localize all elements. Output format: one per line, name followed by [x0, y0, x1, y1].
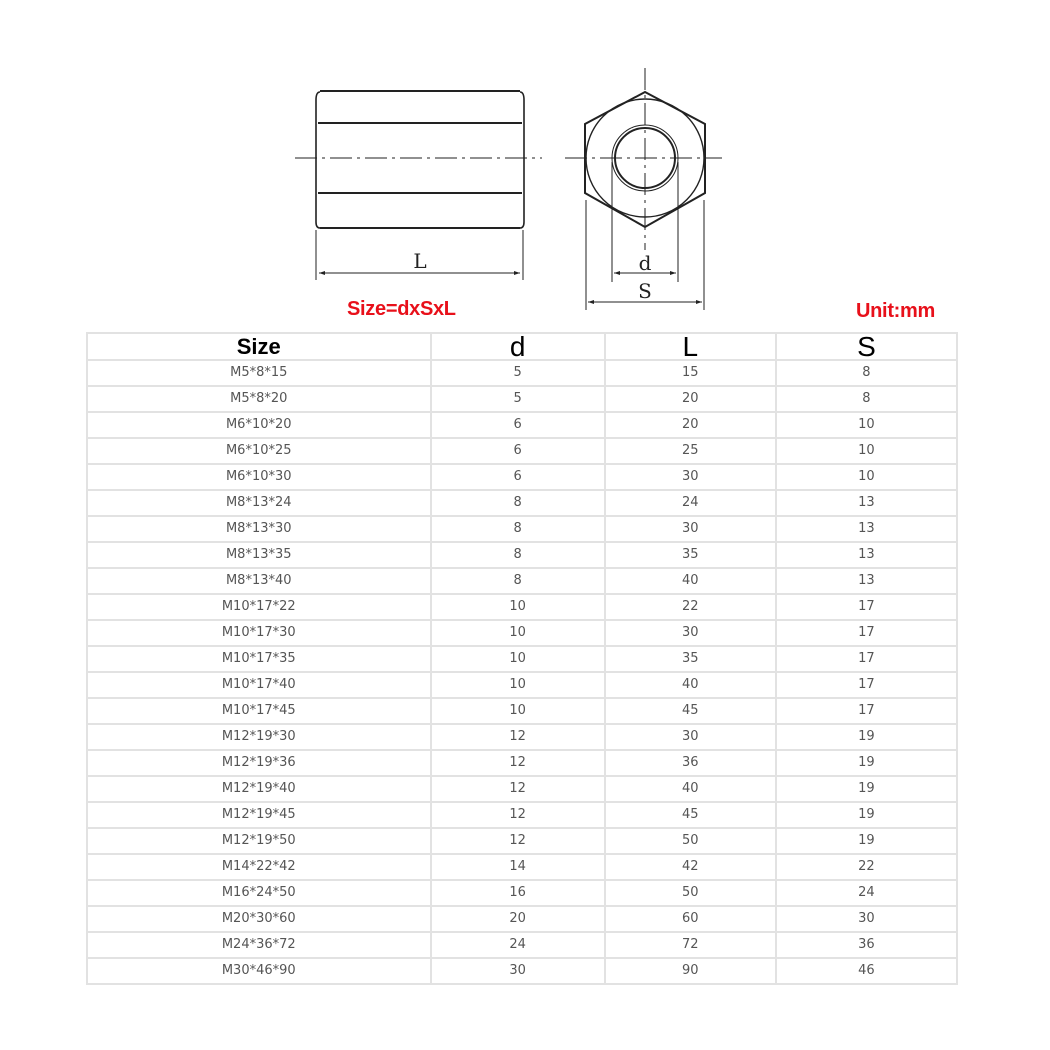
- cell-S: 10: [777, 439, 956, 465]
- header-d: d: [432, 334, 606, 361]
- cell-L: 30: [606, 517, 777, 543]
- table-row: [88, 465, 956, 491]
- cell-d: 10: [432, 621, 606, 647]
- cell-size: M6*10*20: [88, 413, 432, 439]
- table-row: [88, 491, 956, 517]
- table-row: [88, 647, 956, 673]
- cell-S: 19: [777, 803, 956, 829]
- cell-S: 10: [777, 413, 956, 439]
- cell-L: 40: [606, 777, 777, 803]
- cell-L: 24: [606, 491, 777, 517]
- cell-size: M20*30*60: [88, 907, 432, 933]
- cell-d: 12: [432, 751, 606, 777]
- size-spec-table: [86, 332, 958, 985]
- cell-size: M10*17*40: [88, 673, 432, 699]
- cell-d: 14: [432, 855, 606, 881]
- table-row: [88, 439, 956, 465]
- cell-S: 17: [777, 621, 956, 647]
- cell-d: 16: [432, 881, 606, 907]
- cell-L: 35: [606, 543, 777, 569]
- table-row: [88, 387, 956, 413]
- cell-size: M6*10*30: [88, 465, 432, 491]
- cell-d: 24: [432, 933, 606, 959]
- table-row: [88, 907, 956, 933]
- cell-S: 10: [777, 465, 956, 491]
- cell-S: 30: [777, 907, 956, 933]
- cell-d: 10: [432, 647, 606, 673]
- cell-S: 19: [777, 751, 956, 777]
- cell-size: M10*17*35: [88, 647, 432, 673]
- cell-L: 45: [606, 699, 777, 725]
- table-row: [88, 777, 956, 803]
- cell-d: 5: [432, 387, 606, 413]
- cell-S: 17: [777, 673, 956, 699]
- cell-d: 5: [432, 361, 606, 387]
- cell-size: M12*19*30: [88, 725, 432, 751]
- cell-d: 12: [432, 725, 606, 751]
- cell-L: 50: [606, 829, 777, 855]
- header-S: S: [777, 334, 956, 361]
- cell-d: 6: [432, 439, 606, 465]
- cell-d: 30: [432, 959, 606, 983]
- cell-L: 60: [606, 907, 777, 933]
- table-row: [88, 361, 956, 387]
- cell-L: 40: [606, 569, 777, 595]
- size-formula-label: Size=dxSxL: [347, 298, 456, 320]
- cell-size: M6*10*25: [88, 439, 432, 465]
- cell-S: 17: [777, 699, 956, 725]
- cell-L: 35: [606, 647, 777, 673]
- table-row: [88, 595, 956, 621]
- cell-size: M12*19*36: [88, 751, 432, 777]
- cell-L: 20: [606, 387, 777, 413]
- cell-size: M12*19*40: [88, 777, 432, 803]
- table-row: [88, 621, 956, 647]
- table-row: [88, 803, 956, 829]
- cell-L: 15: [606, 361, 777, 387]
- cell-L: 45: [606, 803, 777, 829]
- cell-d: 8: [432, 569, 606, 595]
- cell-L: 90: [606, 959, 777, 983]
- cell-L: 20: [606, 413, 777, 439]
- cell-size: M8*13*30: [88, 517, 432, 543]
- cell-size: M16*24*50: [88, 881, 432, 907]
- cell-L: 25: [606, 439, 777, 465]
- cell-S: 19: [777, 777, 956, 803]
- cell-S: 17: [777, 595, 956, 621]
- cell-d: 10: [432, 595, 606, 621]
- table-row: [88, 569, 956, 595]
- cell-size: M10*17*22: [88, 595, 432, 621]
- cell-S: 17: [777, 647, 956, 673]
- cell-d: 10: [432, 673, 606, 699]
- cell-S: 36: [777, 933, 956, 959]
- cell-size: M10*17*45: [88, 699, 432, 725]
- cell-size: M14*22*42: [88, 855, 432, 881]
- cell-S: 8: [777, 387, 956, 413]
- dimension-label-d: d: [638, 251, 652, 275]
- table-row: [88, 543, 956, 569]
- cell-d: 8: [432, 543, 606, 569]
- cell-S: 24: [777, 881, 956, 907]
- cell-L: 40: [606, 673, 777, 699]
- cell-L: 30: [606, 465, 777, 491]
- cell-d: 20: [432, 907, 606, 933]
- cell-size: M10*17*30: [88, 621, 432, 647]
- cell-S: 13: [777, 491, 956, 517]
- table-row: [88, 881, 956, 907]
- table-row: [88, 751, 956, 777]
- cell-size: M8*13*35: [88, 543, 432, 569]
- cell-S: 13: [777, 517, 956, 543]
- cell-size: M12*19*45: [88, 803, 432, 829]
- table-row: [88, 959, 956, 983]
- cell-S: 13: [777, 569, 956, 595]
- cell-L: 22: [606, 595, 777, 621]
- cell-S: 19: [777, 829, 956, 855]
- unit-label: Unit:mm: [856, 300, 936, 322]
- table-row: [88, 517, 956, 543]
- cell-L: 72: [606, 933, 777, 959]
- cell-size: M30*46*90: [88, 959, 432, 983]
- table-row: [88, 933, 956, 959]
- cell-L: 50: [606, 881, 777, 907]
- table-row: [88, 855, 956, 881]
- cell-size: M5*8*15: [88, 361, 432, 387]
- cell-size: M24*36*72: [88, 933, 432, 959]
- cell-S: 46: [858, 963, 875, 978]
- cell-d: 12: [432, 829, 606, 855]
- cell-d: 8: [432, 517, 606, 543]
- dimension-label-S: S: [638, 279, 652, 303]
- hex-coupling-nut-drawing: [0, 0, 1050, 330]
- cell-d: 10: [432, 699, 606, 725]
- cell-d: 12: [432, 803, 606, 829]
- cell-S: 19: [777, 725, 956, 751]
- cell-d: 8: [432, 491, 606, 517]
- cell-L: 30: [606, 725, 777, 751]
- dimension-label-L: L: [413, 249, 427, 273]
- cell-S: 8: [777, 361, 956, 387]
- table-row: [88, 673, 956, 699]
- header-L: L: [606, 334, 777, 361]
- table-row: [88, 699, 956, 725]
- cell-S: 22: [777, 855, 956, 881]
- cell-size: M12*19*50: [88, 829, 432, 855]
- cell-L: 30: [606, 621, 777, 647]
- table-header-row: [88, 334, 956, 361]
- table-row: [88, 829, 956, 855]
- table-row: [88, 413, 956, 439]
- table-row: [88, 725, 956, 751]
- cell-L: 42: [606, 855, 777, 881]
- header-size: Size: [88, 334, 432, 361]
- cell-d: 6: [432, 465, 606, 491]
- cell-size: M5*8*20: [88, 387, 432, 413]
- cell-S: 13: [777, 543, 956, 569]
- cell-size: M8*13*24: [88, 491, 432, 517]
- cell-d: 12: [432, 777, 606, 803]
- cell-size: M8*13*40: [88, 569, 432, 595]
- cell-d: 6: [432, 413, 606, 439]
- cell-L: 36: [606, 751, 777, 777]
